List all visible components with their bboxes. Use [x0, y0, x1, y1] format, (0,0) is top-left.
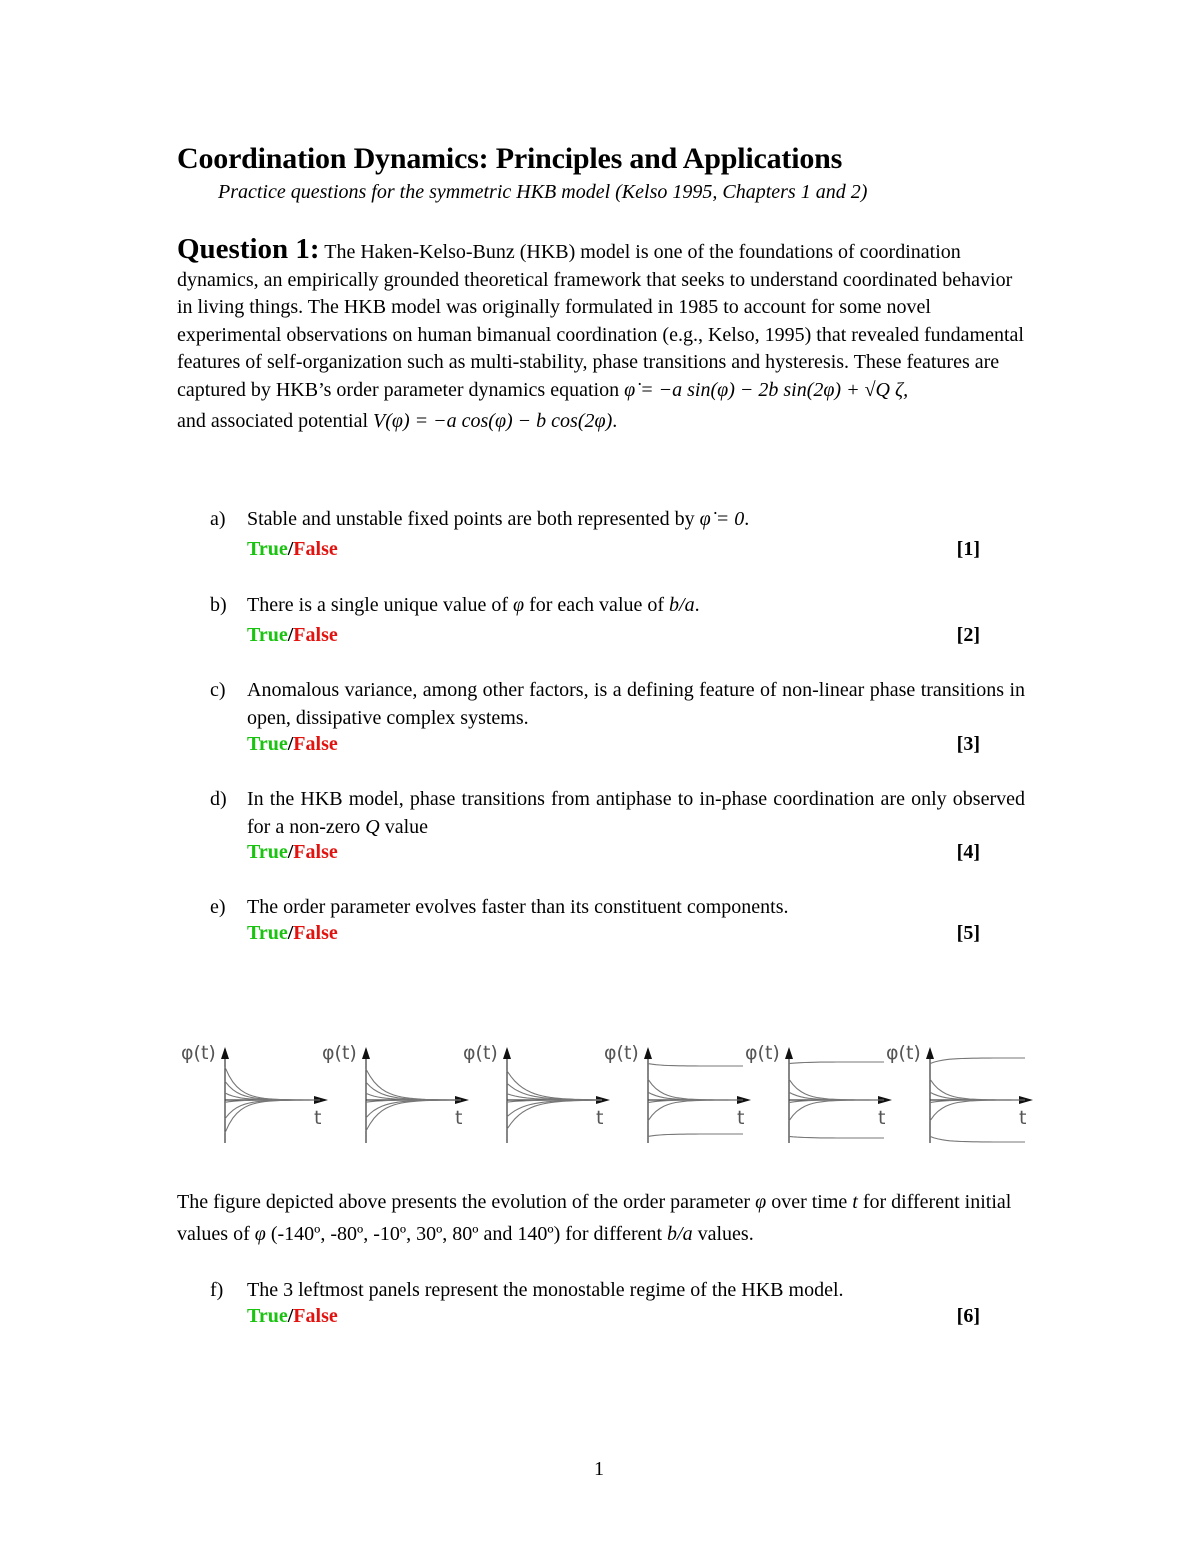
x-axis-label: t [878, 1107, 886, 1129]
item-text: Anomalous variance, among other factors, is a defining feature of non-linear phase transitions in open, dissipative complex systems. [247, 679, 1025, 729]
item-text-pre: There is a single unique value of [247, 594, 509, 616]
item-text: In the HKB model, phase transitions from antiphase to in-phase coordination are only observed for a non-zero [247, 788, 1025, 838]
caption-text-5: values. [697, 1223, 754, 1245]
phase-trajectory [789, 1062, 884, 1064]
true-false-d[interactable] [247, 841, 338, 864]
phase-trajectory [648, 1064, 743, 1066]
true-option[interactable]: True [247, 1305, 288, 1327]
phase-trajectory [789, 1100, 884, 1121]
item-punct: . [744, 508, 750, 530]
true-option[interactable]: True [247, 624, 288, 646]
item-text-post: for each value of [529, 594, 665, 616]
caption-text-2: over time [771, 1191, 848, 1213]
true-option[interactable]: True [247, 538, 288, 560]
y-axis-arrow [362, 1047, 370, 1059]
x-axis-label: t [455, 1107, 463, 1129]
item-text: The order parameter evolves faster than its constituent components. [247, 896, 789, 918]
x-axis-label: t [1019, 1107, 1027, 1129]
true-option[interactable]: True [247, 841, 288, 863]
order-parameter-equation: φ̇ = −a sin(φ) − 2b sin(2φ) + √Q ζ, [624, 378, 909, 401]
false-option[interactable]: False [293, 922, 338, 944]
item-math: Q [365, 815, 380, 838]
phase-trajectory [366, 1069, 461, 1100]
points-mark-4: [4] [956, 841, 980, 863]
item-math: φ̇ = 0 [699, 508, 745, 530]
item-punct: . [694, 594, 700, 616]
y-axis-label: φ(t) [181, 1042, 216, 1064]
true-false-c[interactable] [247, 733, 338, 756]
item-text: The 3 leftmost panels represent the monostable regime of the HKB model. [247, 1279, 844, 1301]
answer-separator: / [287, 1305, 294, 1327]
potential-intro: and associated potential [177, 410, 369, 432]
item-ratio: b/a [669, 594, 695, 616]
potential-equation: V(φ) = −a cos(φ) − b cos(2φ) [373, 410, 613, 432]
phase-trajectory [225, 1067, 320, 1100]
true-option[interactable]: True [247, 733, 288, 755]
phase-trajectory [930, 1136, 1025, 1142]
false-option[interactable]: False [293, 733, 338, 755]
y-axis-label: φ(t) [604, 1042, 639, 1064]
answer-separator: / [287, 922, 294, 944]
caption-text-1: The figure depicted above presents the evolution of the order parameter [177, 1191, 751, 1213]
caption-phi-2: φ [254, 1223, 266, 1245]
phase-trajectory [366, 1100, 461, 1118]
y-axis-arrow [785, 1047, 793, 1059]
item-text: Stable and unstable fixed points are both represented by [247, 508, 695, 530]
caption-ratio: b/a [667, 1223, 693, 1245]
figure-caption [177, 1186, 1027, 1250]
phase-trajectory [648, 1100, 743, 1121]
caption-text-4: (-140º, -80º, -10º, 30º, 80º and 140º) for different [270, 1223, 663, 1245]
page-subtitle: Practice questions for the symmetric HKB model (Kelso 1995, Chapters 1 and 2) [218, 181, 868, 203]
item-label: e) [210, 896, 226, 918]
phase-evolution-svg [175, 1035, 1055, 1155]
points-mark-6: [6] [956, 1305, 980, 1327]
y-axis-label: φ(t) [463, 1042, 498, 1064]
phase-trajectory [930, 1100, 1025, 1121]
item-text-after: value [384, 815, 429, 838]
phase-trajectory [366, 1100, 461, 1131]
caption-text-3: for different initial values of [177, 1191, 1012, 1245]
answer-separator: / [287, 841, 294, 863]
points-mark-3: [3] [956, 733, 980, 755]
false-option[interactable]: False [293, 841, 338, 863]
true-false-a[interactable] [247, 538, 338, 561]
points-mark-2: [2] [956, 624, 980, 646]
phase-trajectory [789, 1136, 884, 1138]
item-label: a) [210, 508, 226, 530]
item-label: d) [210, 788, 227, 810]
page-title: Coordination Dynamics: Principles and Applications [177, 142, 843, 175]
y-axis-arrow [644, 1047, 652, 1059]
true-false-b[interactable] [247, 624, 338, 647]
x-axis-label: t [314, 1107, 322, 1129]
item-label: f) [210, 1279, 224, 1301]
false-option[interactable]: False [293, 1305, 338, 1327]
item-label: b) [210, 594, 227, 616]
false-option[interactable]: False [293, 538, 338, 560]
true-false-f[interactable] [247, 1305, 338, 1328]
x-axis-label: t [737, 1107, 745, 1129]
answer-separator: / [287, 733, 294, 755]
y-axis-arrow [221, 1047, 229, 1059]
x-axis-label: t [596, 1107, 604, 1129]
true-option[interactable]: True [247, 922, 288, 944]
true-false-e[interactable] [247, 922, 338, 945]
phase-trajectory [930, 1058, 1025, 1064]
answer-separator: / [287, 538, 294, 560]
phase-trajectory [225, 1100, 320, 1119]
potential-end: . [612, 410, 618, 432]
phase-trajectory [648, 1134, 743, 1136]
question-1-intro [177, 233, 1027, 436]
question-1-label: Question 1: [177, 233, 320, 265]
item-label: c) [210, 679, 226, 701]
points-mark-1: [1] [956, 538, 980, 560]
phase-trajectory [507, 1071, 602, 1100]
y-axis-arrow [926, 1047, 934, 1059]
caption-t: t [852, 1191, 858, 1213]
false-option[interactable]: False [293, 624, 338, 646]
item-math: φ [513, 594, 525, 616]
y-axis-label: φ(t) [745, 1042, 780, 1064]
y-axis-label: φ(t) [322, 1042, 357, 1064]
phase-trajectory [507, 1100, 602, 1129]
phase-trajectory [225, 1100, 320, 1133]
y-axis-arrow [503, 1047, 511, 1059]
caption-phi: φ [755, 1191, 767, 1213]
phase-evolution-figure [175, 1035, 1055, 1155]
page-number: 1 [594, 1458, 604, 1480]
answer-separator: / [287, 624, 294, 646]
points-mark-5: [5] [956, 922, 980, 944]
question-1-text: The Haken-Kelso-Bunz (HKB) model is one of the foundations of coordination dynamics, an empirically grounded theoretical framework that seeks to understand coordinated behavior in living things. The HKB model was originally formulated in 1985 to account for some novel experimental observations on human bimanual coordination (e.g., Kelso, 1995) that revealed fundamental features of self-organization such as multi-stability, phase transitions and hysteresis. These features are captured by HKB’s order parameter dynamics equation [177, 241, 1024, 401]
y-axis-label: φ(t) [886, 1042, 921, 1064]
